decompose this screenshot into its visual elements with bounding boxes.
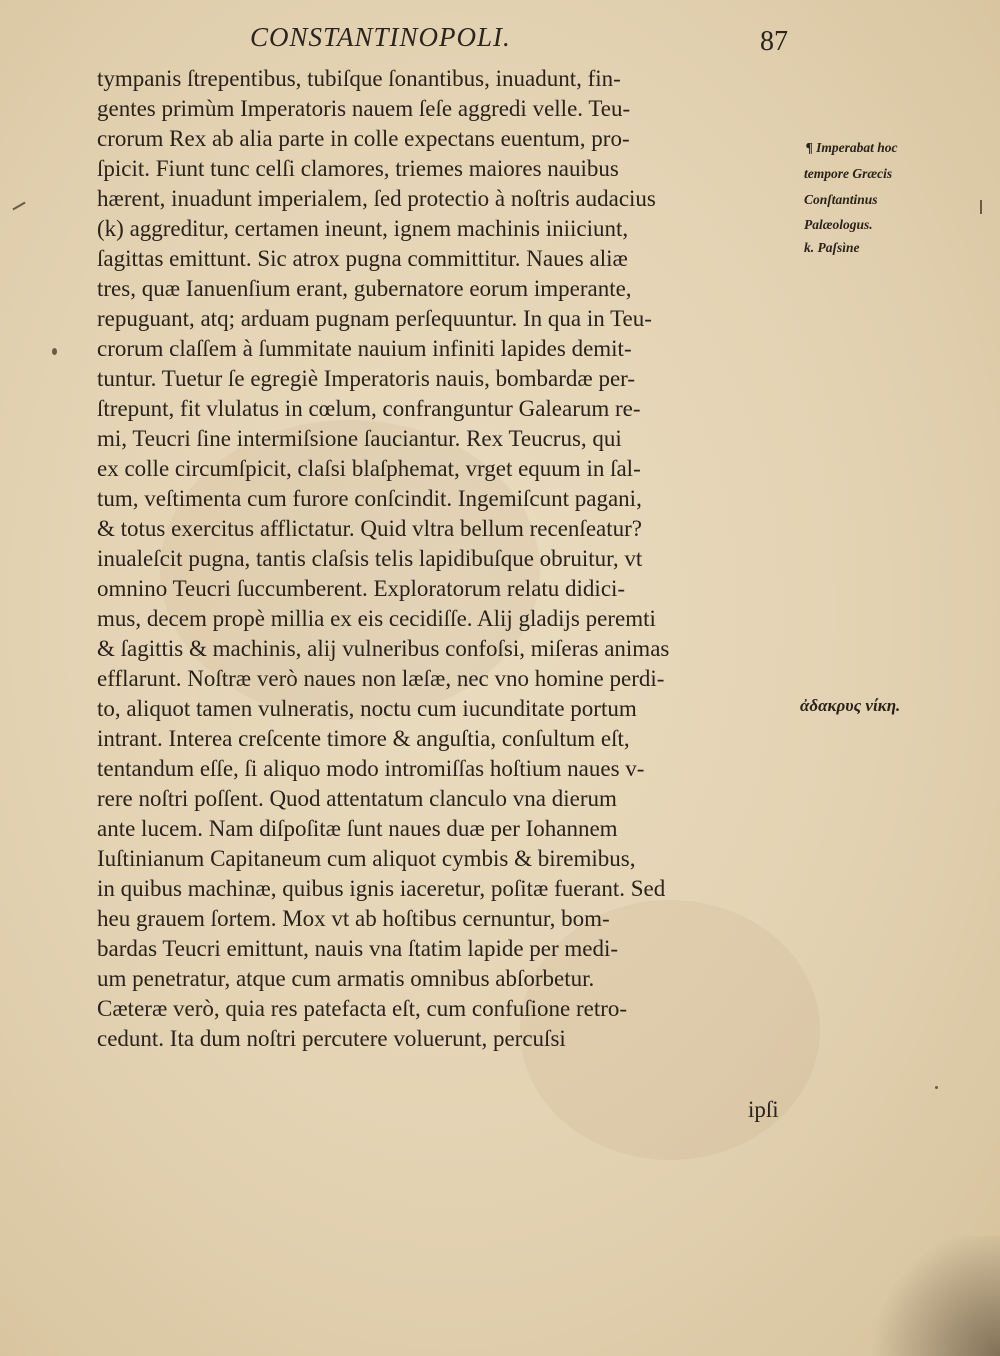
running-head-title: CONSTANTINOPOLI. [250,22,511,52]
text-line: bardas Teucri emittunt, nauis vna ſtatim lapide per medi- [97,936,619,961]
margin-note: ¶ Imperabat hoc [806,140,898,155]
margin-note: Conſtantinus [804,192,878,207]
text-line: ſagittas emittunt. Sic atrox pugna committitur. Naues aliæ [97,246,628,271]
text-line: efflarunt. Noſtræ verò naues non læſæ, nec vno homine perdi- [97,666,665,691]
text-line: tum, veſtimenta cum furore conſcindit. Ingemiſcunt pagani, [97,486,642,511]
text-line: crorum claſſem à ſummitate nauium infiniti lapides demit- [97,336,632,361]
text-line: hærent, inuadunt imperialem, ſed protectio à noſtris audacius [97,186,656,211]
text-line: ex colle circumſpicit, claſsi blaſphemat, vrget equum in ſal- [97,456,641,481]
text-line: in quibus machinæ, quibus ignis iaceretur, poſitæ fuerant. Sed [97,876,666,901]
ink-speck [980,200,982,214]
text-line: mus, decem propè millia ex eis cecidiſſe. Alij gladijs peremti [97,606,656,631]
text-line: Iuſtinianum Capitaneum cum aliquot cymbis & biremibus, [97,846,636,871]
text-line: gentes primùm Imperatoris nauem ſeſe aggredi velle. Teu- [97,96,631,121]
text-line: tuntur. Tuetur ſe egregiè Imperatoris nauis, bombardæ per- [97,366,636,391]
catchword: ipſi [748,1097,779,1122]
text-line: omnino Teucri ſuccumberent. Exploratorum relatu didici- [97,576,626,601]
text-line: rere noſtri poſſent. Quod attentatum clanculo vna dierum [97,786,617,811]
text-line: (k) aggreditur, certamen ineunt, ignem machinis iniiciunt, [97,216,629,241]
margin-note: Palæologus. [804,217,873,232]
text-line: Cæteræ verò, quia res patefacta eſt, cum confuſione retro- [97,996,628,1021]
text-line: inualeſcit pugna, tantis claſsis telis lapidibuſque obruitur, vt [97,546,643,571]
text-line: crorum Rex ab alia parte in colle expectans euentum, pro- [97,126,630,151]
text-line: repuguant, atq; arduam pugnam perſequuntur. In qua in Teu- [97,306,652,331]
text-line: intrant. Interea creſcente timore & anguſtia, conſultum eſt, [97,726,630,751]
text-line: cedunt. Ita dum noſtri percutere voluerunt, percuſsi [97,1026,566,1051]
page-number: 87 [760,26,788,57]
text-line: tres, quæ Ianuenſium erant, gubernatore eorum imperante, [97,276,632,301]
page-corner-shadow [860,1236,1000,1356]
margin-note: k. Paſsìne [804,240,860,255]
text-line: ante lucem. Nam diſpoſitæ ſunt naues duæ per Iohannem [97,816,618,841]
text-line: tentandum eſſe, ſi aliquo modo intromiſſas hoſtium naues v- [97,756,645,781]
text-line: ſpicit. Fiunt tunc celſi clamores, triemes maiores nauibus [97,156,619,181]
text-line: & totus exercitus afflictatur. Quid vltra bellum recenſeatur? [97,516,642,541]
ink-speck [52,348,57,355]
margin-note: tempore Græcis [804,166,893,181]
margin-note-greek: ἀδακρυς νίκη. [800,696,901,715]
text-line: tympanis ſtrepentibus, tubiſque ſonantibus, inuadunt, fin- [97,66,621,91]
text-line: um penetratur, atque cum armatis omnibus abſorbetur. [97,966,595,991]
text-line: mi, Teucri ſine intermiſsione ſauciantur. Rex Teucrus, qui [97,426,622,451]
ink-speck [12,202,25,211]
text-line: heu grauem ſortem. Mox vt ab hoſtibus cernuntur, bom- [97,906,610,931]
text-line: to, aliquot tamen vulneratis, noctu cum iucunditate portum [97,696,637,721]
text-line: & ſagittis & machinis, alij vulneribus confoſsi, miſeras animas [97,636,670,661]
ink-speck [935,1086,938,1089]
text-line: ſtrepunt, fit vlulatus in cœlum, confranguntur Galearum re- [97,396,641,421]
